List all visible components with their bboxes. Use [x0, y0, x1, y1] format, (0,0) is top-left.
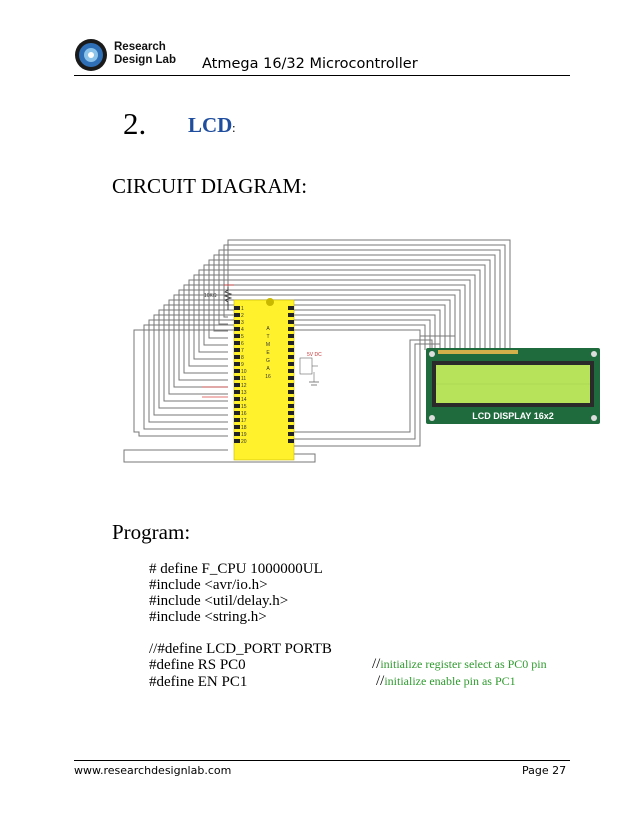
- section-title: LCD: [188, 113, 233, 137]
- svg-text:A: A: [266, 326, 270, 332]
- circuit-diagram: [110, 232, 610, 472]
- svg-text:18: 18: [241, 425, 247, 431]
- footer-url: www.researchdesignlab.com: [74, 764, 232, 777]
- svg-text:17: 17: [241, 418, 247, 424]
- svg-text:2: 2: [241, 313, 244, 319]
- code-comment-7: [376, 673, 516, 690]
- page-number: Page 27: [522, 764, 567, 777]
- logo-line-2: Design Lab: [114, 54, 176, 66]
- code-line-3: #include <util/delay.h>: [149, 593, 289, 609]
- svg-text:19: 19: [241, 432, 247, 438]
- svg-text:12: 12: [241, 383, 247, 389]
- chip-notch-icon: [266, 298, 274, 306]
- code-comment-6: [372, 656, 547, 673]
- circuit-diagram-heading: CIRCUIT DIAGRAM:: [112, 174, 308, 198]
- svg-text:11: 11: [241, 376, 247, 382]
- code-line-2: #include <avr/io.h>: [149, 577, 268, 593]
- lcd-label: LCD DISPLAY 16x2: [472, 411, 554, 421]
- svg-text:7: 7: [241, 348, 244, 354]
- lcd-mount-hole-icon: [429, 351, 435, 357]
- header-title: Atmega 16/32 Microcontroller: [202, 56, 418, 72]
- svg-text:20: 20: [241, 439, 247, 445]
- svg-text:15: 15: [241, 404, 247, 410]
- comment-slashes: //: [376, 673, 385, 689]
- logo-line-1: Research: [114, 41, 166, 53]
- power-supply: [300, 352, 322, 385]
- svg-text:14: 14: [241, 397, 247, 403]
- lcd-header-pins: [438, 350, 518, 354]
- code-line-4: #include <string.h>: [149, 609, 267, 625]
- footer-divider: [74, 760, 570, 761]
- svg-text:6: 6: [241, 341, 244, 347]
- lcd-mount-hole-icon: [591, 351, 597, 357]
- logo-text: [114, 41, 176, 67]
- research-design-lab-logo: [74, 38, 194, 72]
- svg-text:16: 16: [241, 411, 247, 417]
- comment-slashes: //: [372, 656, 381, 672]
- code-line-7: #define EN PC1: [149, 674, 248, 690]
- svg-text:3: 3: [241, 320, 244, 326]
- svg-text:16: 16: [265, 374, 271, 380]
- svg-text:10: 10: [241, 369, 247, 375]
- lcd-mount-hole-icon: [429, 415, 435, 421]
- svg-text:E: E: [266, 350, 270, 356]
- comment-text: initialize enable pin as PC1: [384, 674, 516, 688]
- svg-text:5: 5: [241, 334, 244, 340]
- svg-text:G: G: [266, 358, 270, 364]
- svg-text:M: M: [265, 342, 271, 348]
- logo-globe-icon: [74, 38, 108, 72]
- svg-text:T: T: [266, 334, 270, 340]
- svg-text:A: A: [266, 366, 270, 372]
- resistor-label: 10KΩ: [204, 293, 217, 299]
- svg-text:1: 1: [241, 306, 244, 312]
- program-heading: Program:: [112, 520, 191, 544]
- power-label: 5V DC: [307, 352, 322, 358]
- svg-text:4: 4: [241, 327, 244, 333]
- header-divider: [74, 75, 570, 76]
- code-line-5: //#define LCD_PORT PORTB: [149, 641, 332, 657]
- lcd-module: [426, 348, 600, 424]
- code-line-6: #define RS PC0: [149, 657, 246, 673]
- comment-text: initialize register select as PC0 pin: [380, 657, 547, 671]
- code-line-1: # define F_CPU 1000000UL: [149, 561, 323, 577]
- svg-text:9: 9: [241, 362, 244, 368]
- svg-text:8: 8: [241, 355, 244, 361]
- section-number: 2.: [123, 106, 147, 141]
- section-colon: :: [232, 120, 236, 135]
- lcd-mount-hole-icon: [591, 415, 597, 421]
- svg-text:13: 13: [241, 390, 247, 396]
